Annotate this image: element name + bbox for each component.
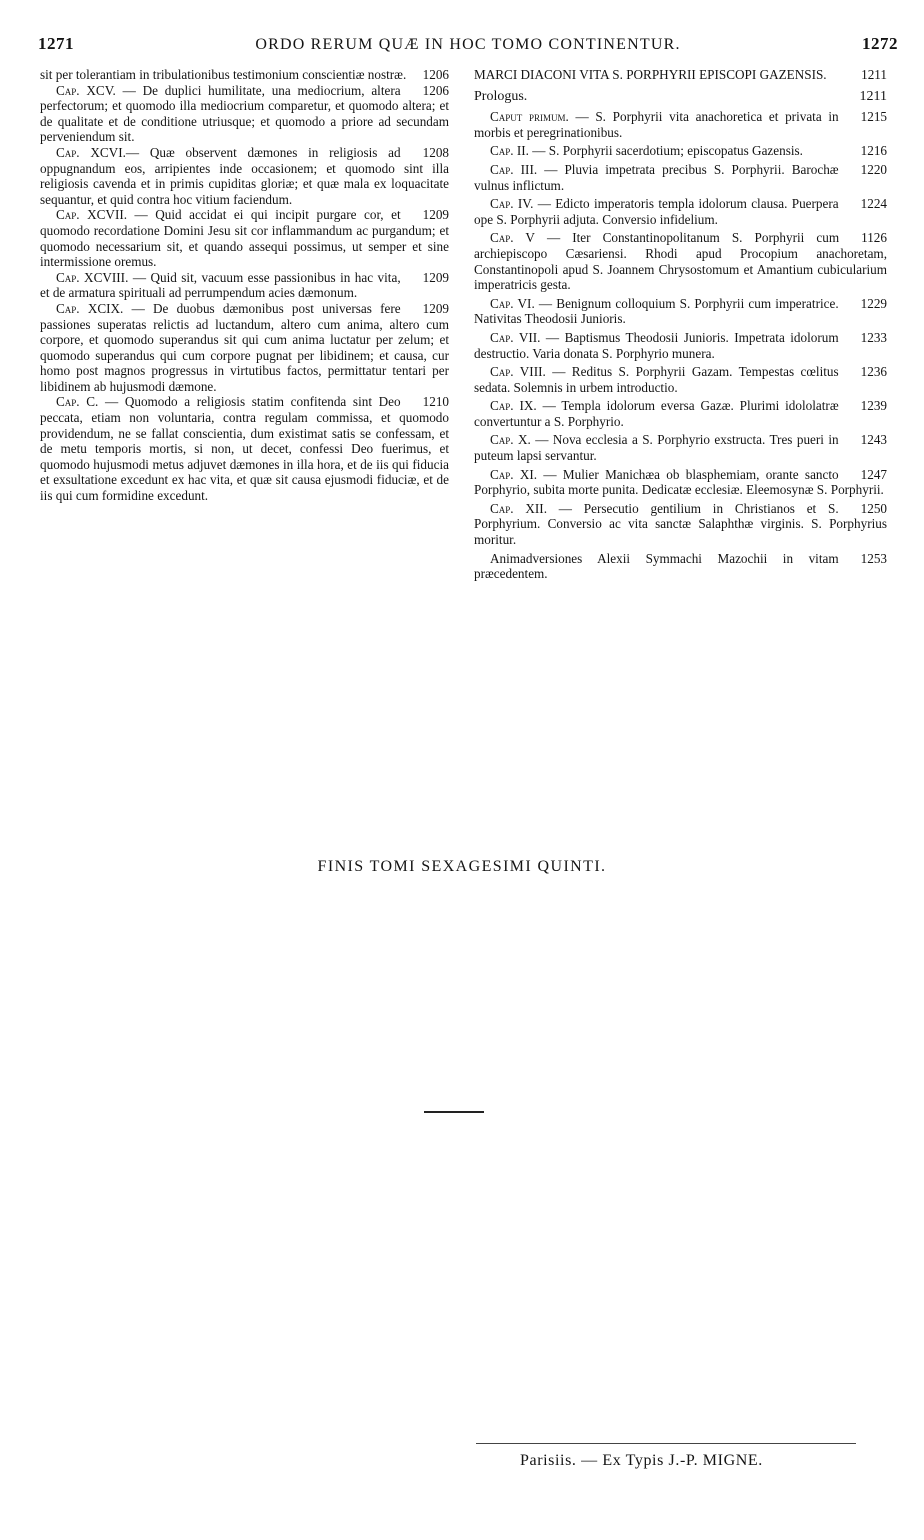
chapter-label: Cap. V [490,230,535,246]
chapter-label: Cap. IX. [490,398,537,414]
chapter-summary: — De duobus dæmonibus post universas fere passiones superatas relictis ad luctandum, altero cum anima, altero cum corpore, et quomodo superandus sit qui cum anima luctatur per zelum; et quomodo superandus qui cum corpore pugnat per libidinem; et causa, cur homo post magnos progressus in virtutibus factos, permittatur tentari per libidinem ab hujusmodi dæmone. [40,300,449,394]
page-ref: 1229 [860,295,887,311]
toc-entry [474,162,887,193]
chapter-summary: — Edicto imperatoris templa idolorum clausa. Puerpera ope S. Porphyrii adjuta. Conversio infidelium. [474,196,839,227]
page-ref: 1209 [422,207,449,223]
page-ref: 1239 [860,398,887,414]
page-ref: 1236 [860,364,887,380]
toc-entry [40,83,449,145]
chapter-label: Cap. VIII. [490,364,546,380]
toc-entry [474,364,887,395]
chapter-summary: — Persecutio gentilium in Christianos et S. Porphyrium. Conversio ac vita sanctæ Salaphthæ virginis. S. Porphyrius moritur. [474,500,887,548]
page-ref: 1247 [860,466,887,482]
toc-entry [40,67,449,83]
chapter-label: Cap. XCIX. [56,300,124,316]
chapter-summary: — De duplici humilitate, una mediocrium, altera perfectorum; et quomodo illa mediocrium comparetur, et quomodo altera; et de qualitate et de conditione utriusque; et quomodo a priore ad secundam perveniendum sit. [40,82,449,145]
toc-entry [474,432,887,463]
right-column [474,67,887,585]
right-page-number: 1272 [862,34,898,53]
toc-entry [474,330,887,361]
chapter-label: Cap. XCVIII. [56,269,129,285]
chapter-summary: — Mulier Manichæa ob blasphemiam, orante sancto Porphyrio, subita morte punita. Dedicatæ ecclesiæ. Eleemosynæ S. Porphyrii. [474,466,884,498]
page-ref: 1208 [422,144,449,160]
chapter-label: Cap. XII. [490,500,547,516]
imprint-rule [476,1443,856,1444]
chapter-summary: — S. Porphyrii sacerdotium; episcopatus Gazensis. [528,143,803,159]
toc-entry [40,394,449,503]
toc-entry [40,270,449,301]
chapter-summary: sit per tolerantiam in tribulationibus testimonium conscientiæ nostræ. [40,67,407,82]
left-column [40,67,449,504]
chapter-label: Cap. C. [56,394,99,410]
chapter-label: Cap. X. [490,432,531,448]
toc-entry [40,207,449,269]
toc-entry [474,296,887,327]
page-ref: 1210 [422,394,449,410]
chapter-summary: — Quid accidat ei qui incipit purgare cor, et quomodo recordatione Domini Jesu sit cor inflammandum ac purgandum; et quomodo necessarium sit, et quando assequi possimus, ut semper et sine intermissione oremus. [40,207,449,270]
chapter-summary: — Quomodo a religiosis statim confitenda sint Deo peccata, etiam non voluntaria, contra regulam commissa, et quomodo providendum, ne se fallat conscientia, dum existimat satis se confessam, et de metu temporis mortis, si non, ut decet, confessi Deo fuerimus, et quomodo hujusmodi metus adjuvet dæmones in illa hora, et de iis qui fiducia et exsultatione excedunt ex hac vita, et quæ sit causa ejusmodi fiduciæ, et de iis qui cum formidine excedunt. [40,394,449,504]
page-ref: 1209 [422,300,449,316]
toc-entry [474,196,887,227]
chapter-label: Cap. III. [490,161,538,177]
toc-entry [474,143,887,159]
chapter-label: Cap. IV. [490,196,534,212]
chapter-summary: — Baptismus Theodosii Junioris. Impetrata idolorum destructio. Varia donata S. Porphyrio munera. [474,329,839,361]
toc-entry [474,398,887,429]
prologus-label: Prologus. [474,88,528,104]
chapter-summary: — Pluvia impetrata precibus S. Porphyrii. Barochæ vulnus inflictum. [474,161,839,193]
chapter-list [474,109,887,582]
chapter-label: Caput primum. [490,109,569,125]
chapter-summary: — Quæ observent dæmones in religiosis ad oppugnandum eos, arripientes inde occasionem; et quomodo sint illa religiosis cavenda et in primis cupiditas gloriæ; et quæ mala ex loquacitate sequantur, et quid contra hoc vitium faciendum. [40,144,449,207]
chapter-label: Cap. XI. [490,466,538,482]
toc-entry [474,109,887,140]
toc-entry [474,551,887,582]
prologus-entry [474,89,887,105]
toc-entry [474,230,887,292]
page-ref: 1233 [860,329,887,345]
chapter-label: Cap. VI. [490,295,535,311]
running-title: ORDO RERUM QUÆ IN HOC TOMO CONTINENTUR. [255,36,681,53]
work-heading [474,67,887,83]
chapter-summary: — Templa idolorum eversa Gazæ. Plurimi idololatræ convertuntur a S. Porphyrio. [474,398,839,429]
chapter-label: Cap. XCVI. [56,144,126,160]
chapter-label: Cap. VII. [490,329,541,345]
page-ref: 1243 [860,432,887,448]
toc-entry [40,301,449,395]
page-ref: 1206 [422,67,449,82]
chapter-summary: — Reditus S. Porphyrii Gazam. Tempestas cœlitus sedata. Solemnis in urbem introductio. [474,364,839,395]
page-header [38,34,898,56]
chapter-label: Cap. II. [490,143,529,159]
toc-entry [40,145,449,207]
page-ref: 1224 [860,196,887,212]
chapter-summary: Animadversiones Alexii Symmachi Mazochii in vitam præcedentem. [474,550,839,582]
finis-line: FINIS TOMI SEXAGESIMI QUINTI. [317,858,607,875]
left-page-number: 1271 [38,34,74,53]
chapter-summary: — S. Porphyrii vita anachoretica et privata in morbis et peregrinationibus. [474,109,839,140]
page-ref: 1126 [861,230,887,246]
chapter-summary: — Benignum colloquium S. Porphyrii cum imperatrice. Nativitas Theodosii Junioris. [474,295,839,327]
page-ref: 1253 [860,550,887,566]
chapter-label: Cap. XCVII. [56,207,128,223]
chapter-summary: — Iter Constantinopolitanum S. Porphyrii cum archiepiscopo Cæsariensi. Rhodi apud Procopium anachoretam, Constantinopoli apud S. Joannem Chrysostomum et Amantium cubicularium imperatricis gesta. [474,230,887,293]
page-ref: 1216 [860,143,887,159]
page-ref: 1211 [859,88,887,104]
page-ref: 1250 [860,500,887,516]
page-ref: 1211 [861,67,887,82]
divider-rule [424,1111,484,1113]
page-ref: 1220 [860,161,887,177]
chapter-summary: — Quid sit, vacuum esse passionibus in hac vita, et de armatura spirituali ad perrumpendum acies dæmonum. [40,269,401,301]
chapter-summary: — Nova ecclesia a S. Porphyrio exstructa. Tres pueri in puteum lapsi servantur. [474,432,839,464]
page-ref: 1206 [422,82,449,98]
printer-imprint: Parisiis. — Ex Typis J.-P. MIGNE. [520,1452,763,1469]
page-ref: 1209 [422,269,449,285]
work-title: MARCI DIACONI VITA S. PORPHYRII EPISCOPI GAZENSIS. [474,67,827,82]
toc-entry [474,467,887,498]
chapter-label: Cap. XCV. [56,82,116,98]
toc-entry [474,501,887,548]
page-ref: 1215 [860,109,887,125]
